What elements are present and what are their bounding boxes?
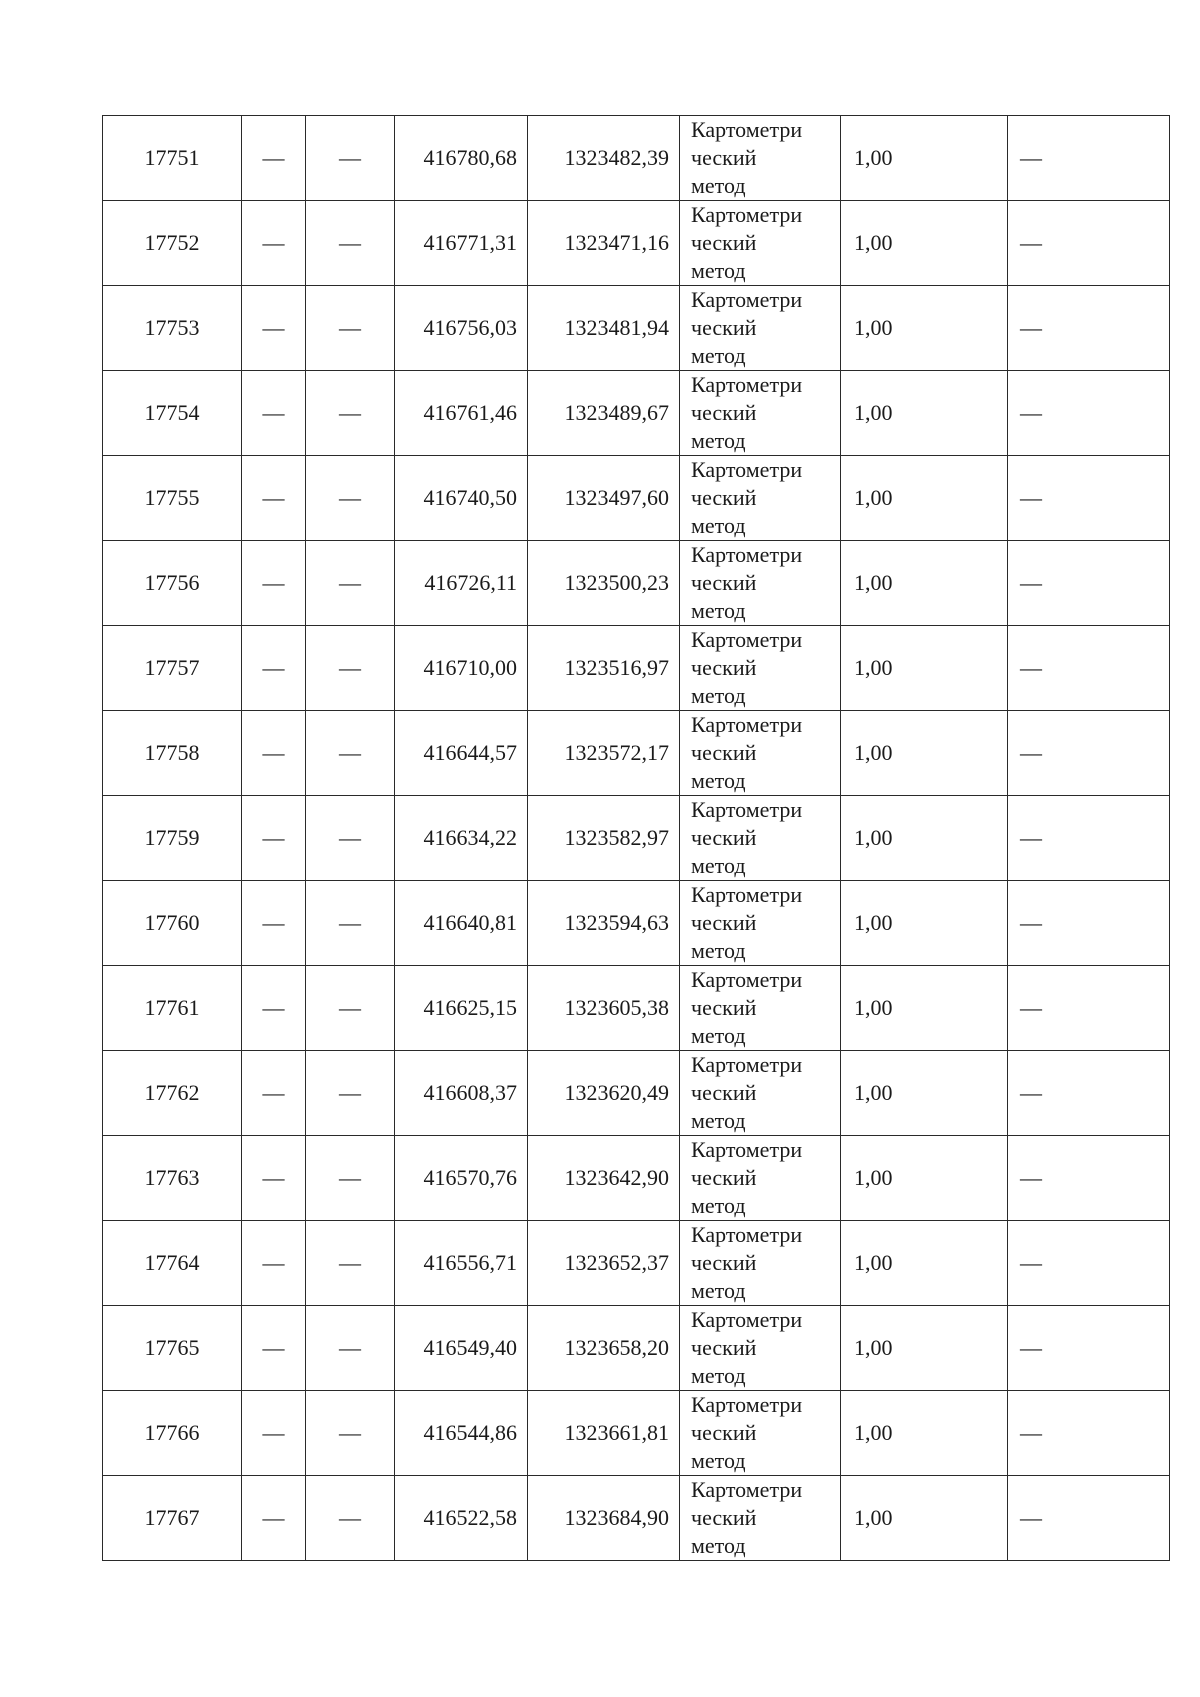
table-row xyxy=(103,286,1170,371)
method-line: метод xyxy=(691,598,746,623)
point-number-cell: 17763 xyxy=(103,1136,242,1221)
method-cell xyxy=(680,1051,841,1136)
method-line: ческий xyxy=(691,1080,757,1105)
method-cell xyxy=(680,371,841,456)
empty-value-cell: — xyxy=(1008,371,1170,456)
table-body xyxy=(103,116,1170,1561)
method-line: ческий xyxy=(691,995,757,1020)
method-cell xyxy=(680,1476,841,1561)
accuracy-cell: 1,00 xyxy=(841,1476,1008,1561)
method-line: Картометри xyxy=(691,1307,803,1332)
method-line: ческий xyxy=(691,825,757,850)
point-number-cell: 17754 xyxy=(103,371,242,456)
x-coordinate-cell: 416634,22 xyxy=(395,796,528,881)
method-line: Картометри xyxy=(691,457,803,482)
method-line: Картометри xyxy=(691,1477,803,1502)
point-number-cell: 17766 xyxy=(103,1391,242,1476)
method-line: Картометри xyxy=(691,1392,803,1417)
empty-value-cell: — xyxy=(1008,1391,1170,1476)
method-line: метод xyxy=(691,1448,746,1473)
empty-value-cell: — xyxy=(242,711,306,796)
point-number-cell: 17753 xyxy=(103,286,242,371)
method-line: метод xyxy=(691,853,746,878)
y-coordinate-cell: 1323482,39 xyxy=(528,116,680,201)
point-number-cell: 17752 xyxy=(103,201,242,286)
x-coordinate-cell: 416780,68 xyxy=(395,116,528,201)
empty-value-cell: — xyxy=(242,1221,306,1306)
y-coordinate-cell: 1323594,63 xyxy=(528,881,680,966)
table-row xyxy=(103,541,1170,626)
accuracy-cell: 1,00 xyxy=(841,711,1008,796)
method-line: метод xyxy=(691,343,746,368)
empty-value-cell: — xyxy=(1008,1476,1170,1561)
method-line: метод xyxy=(691,1533,746,1558)
y-coordinate-cell: 1323661,81 xyxy=(528,1391,680,1476)
method-cell xyxy=(680,966,841,1051)
method-line: ческий xyxy=(691,230,757,255)
accuracy-cell: 1,00 xyxy=(841,116,1008,201)
method-line: ческий xyxy=(691,1505,757,1530)
method-line: ческий xyxy=(691,570,757,595)
y-coordinate-cell: 1323652,37 xyxy=(528,1221,680,1306)
empty-value-cell: — xyxy=(242,1391,306,1476)
empty-value-cell: — xyxy=(1008,1136,1170,1221)
y-coordinate-cell: 1323620,49 xyxy=(528,1051,680,1136)
x-coordinate-cell: 416740,50 xyxy=(395,456,528,541)
table-row xyxy=(103,1476,1170,1561)
accuracy-cell: 1,00 xyxy=(841,541,1008,626)
y-coordinate-cell: 1323489,67 xyxy=(528,371,680,456)
y-coordinate-cell: 1323642,90 xyxy=(528,1136,680,1221)
accuracy-cell: 1,00 xyxy=(841,1306,1008,1391)
method-line: Картометри xyxy=(691,882,803,907)
accuracy-cell: 1,00 xyxy=(841,796,1008,881)
method-cell xyxy=(680,541,841,626)
y-coordinate-cell: 1323497,60 xyxy=(528,456,680,541)
method-line: Картометри xyxy=(691,117,803,142)
method-cell xyxy=(680,796,841,881)
x-coordinate-cell: 416640,81 xyxy=(395,881,528,966)
method-line: Картометри xyxy=(691,1052,803,1077)
y-coordinate-cell: 1323572,17 xyxy=(528,711,680,796)
empty-value-cell: — xyxy=(242,796,306,881)
empty-value-cell: — xyxy=(242,456,306,541)
method-line: Картометри xyxy=(691,712,803,737)
method-cell xyxy=(680,1306,841,1391)
empty-value-cell: — xyxy=(242,1476,306,1561)
x-coordinate-cell: 416771,31 xyxy=(395,201,528,286)
method-line: ческий xyxy=(691,145,757,170)
empty-value-cell: — xyxy=(1008,541,1170,626)
empty-value-cell: — xyxy=(242,1306,306,1391)
table-row xyxy=(103,371,1170,456)
table-row xyxy=(103,796,1170,881)
empty-value-cell: — xyxy=(242,201,306,286)
empty-value-cell: — xyxy=(1008,626,1170,711)
empty-value-cell: — xyxy=(306,626,395,711)
empty-value-cell: — xyxy=(306,201,395,286)
point-number-cell: 17759 xyxy=(103,796,242,881)
table-row xyxy=(103,626,1170,711)
table-row xyxy=(103,1391,1170,1476)
empty-value-cell: — xyxy=(306,286,395,371)
accuracy-cell: 1,00 xyxy=(841,881,1008,966)
table-row xyxy=(103,201,1170,286)
method-line: ческий xyxy=(691,315,757,340)
point-number-cell: 17760 xyxy=(103,881,242,966)
empty-value-cell: — xyxy=(242,286,306,371)
table-row xyxy=(103,1306,1170,1391)
method-cell xyxy=(680,286,841,371)
x-coordinate-cell: 416570,76 xyxy=(395,1136,528,1221)
y-coordinate-cell: 1323516,97 xyxy=(528,626,680,711)
method-line: метод xyxy=(691,683,746,708)
method-line: Картометри xyxy=(691,627,803,652)
accuracy-cell: 1,00 xyxy=(841,966,1008,1051)
point-number-cell: 17764 xyxy=(103,1221,242,1306)
x-coordinate-cell: 416522,58 xyxy=(395,1476,528,1561)
x-coordinate-cell: 416544,86 xyxy=(395,1391,528,1476)
y-coordinate-cell: 1323605,38 xyxy=(528,966,680,1051)
method-line: Картометри xyxy=(691,1137,803,1162)
empty-value-cell: — xyxy=(242,541,306,626)
y-coordinate-cell: 1323471,16 xyxy=(528,201,680,286)
empty-value-cell: — xyxy=(306,1051,395,1136)
method-cell xyxy=(680,1136,841,1221)
accuracy-cell: 1,00 xyxy=(841,201,1008,286)
method-cell xyxy=(680,201,841,286)
method-line: Картометри xyxy=(691,1222,803,1247)
point-number-cell: 17767 xyxy=(103,1476,242,1561)
empty-value-cell: — xyxy=(242,626,306,711)
method-line: ческий xyxy=(691,485,757,510)
point-number-cell: 17751 xyxy=(103,116,242,201)
empty-value-cell: — xyxy=(1008,711,1170,796)
accuracy-cell: 1,00 xyxy=(841,626,1008,711)
x-coordinate-cell: 416756,03 xyxy=(395,286,528,371)
table-row xyxy=(103,456,1170,541)
accuracy-cell: 1,00 xyxy=(841,456,1008,541)
method-line: метод xyxy=(691,513,746,538)
method-cell xyxy=(680,456,841,541)
empty-value-cell: — xyxy=(242,116,306,201)
accuracy-cell: 1,00 xyxy=(841,371,1008,456)
empty-value-cell: — xyxy=(1008,456,1170,541)
empty-value-cell: — xyxy=(1008,966,1170,1051)
empty-value-cell: — xyxy=(1008,881,1170,966)
empty-value-cell: — xyxy=(242,881,306,966)
accuracy-cell: 1,00 xyxy=(841,1221,1008,1306)
coordinates-table xyxy=(102,115,1170,1561)
empty-value-cell: — xyxy=(242,371,306,456)
method-cell xyxy=(680,626,841,711)
accuracy-cell: 1,00 xyxy=(841,1136,1008,1221)
method-line: Картометри xyxy=(691,797,803,822)
x-coordinate-cell: 416710,00 xyxy=(395,626,528,711)
point-number-cell: 17761 xyxy=(103,966,242,1051)
point-number-cell: 17755 xyxy=(103,456,242,541)
method-line: метод xyxy=(691,768,746,793)
empty-value-cell: — xyxy=(1008,1221,1170,1306)
method-cell xyxy=(680,711,841,796)
point-number-cell: 17758 xyxy=(103,711,242,796)
point-number-cell: 17756 xyxy=(103,541,242,626)
empty-value-cell: — xyxy=(1008,1051,1170,1136)
table-row xyxy=(103,1221,1170,1306)
table-row xyxy=(103,881,1170,966)
empty-value-cell: — xyxy=(1008,286,1170,371)
method-line: ческий xyxy=(691,1420,757,1445)
method-line: Картометри xyxy=(691,287,803,312)
y-coordinate-cell: 1323582,97 xyxy=(528,796,680,881)
method-line: Картометри xyxy=(691,372,803,397)
y-coordinate-cell: 1323500,23 xyxy=(528,541,680,626)
method-line: ческий xyxy=(691,1165,757,1190)
method-cell xyxy=(680,116,841,201)
method-cell xyxy=(680,881,841,966)
method-line: метод xyxy=(691,428,746,453)
empty-value-cell: — xyxy=(242,1051,306,1136)
empty-value-cell: — xyxy=(306,1476,395,1561)
x-coordinate-cell: 416625,15 xyxy=(395,966,528,1051)
y-coordinate-cell: 1323684,90 xyxy=(528,1476,680,1561)
empty-value-cell: — xyxy=(306,541,395,626)
method-line: метод xyxy=(691,1193,746,1218)
table-row xyxy=(103,711,1170,796)
point-number-cell: 17765 xyxy=(103,1306,242,1391)
accuracy-cell: 1,00 xyxy=(841,1051,1008,1136)
method-line: Картометри xyxy=(691,542,803,567)
empty-value-cell: — xyxy=(306,1306,395,1391)
x-coordinate-cell: 416608,37 xyxy=(395,1051,528,1136)
y-coordinate-cell: 1323481,94 xyxy=(528,286,680,371)
empty-value-cell: — xyxy=(306,711,395,796)
empty-value-cell: — xyxy=(306,1221,395,1306)
x-coordinate-cell: 416761,46 xyxy=(395,371,528,456)
empty-value-cell: — xyxy=(306,966,395,1051)
accuracy-cell: 1,00 xyxy=(841,286,1008,371)
empty-value-cell: — xyxy=(1008,1306,1170,1391)
method-line: ческий xyxy=(691,740,757,765)
method-line: метод xyxy=(691,1108,746,1133)
empty-value-cell: — xyxy=(306,371,395,456)
method-line: ческий xyxy=(691,1335,757,1360)
y-coordinate-cell: 1323658,20 xyxy=(528,1306,680,1391)
method-line: метод xyxy=(691,173,746,198)
empty-value-cell: — xyxy=(1008,201,1170,286)
table-row xyxy=(103,1136,1170,1221)
empty-value-cell: — xyxy=(306,881,395,966)
method-line: метод xyxy=(691,938,746,963)
empty-value-cell: — xyxy=(1008,796,1170,881)
x-coordinate-cell: 416549,40 xyxy=(395,1306,528,1391)
empty-value-cell: — xyxy=(242,1136,306,1221)
method-line: Картометри xyxy=(691,967,803,992)
method-line: ческий xyxy=(691,910,757,935)
method-line: метод xyxy=(691,1278,746,1303)
empty-value-cell: — xyxy=(306,456,395,541)
empty-value-cell: — xyxy=(306,116,395,201)
method-line: метод xyxy=(691,258,746,283)
x-coordinate-cell: 416644,57 xyxy=(395,711,528,796)
point-number-cell: 17757 xyxy=(103,626,242,711)
x-coordinate-cell: 416726,11 xyxy=(395,541,528,626)
table-row xyxy=(103,1051,1170,1136)
method-line: метод xyxy=(691,1023,746,1048)
empty-value-cell: — xyxy=(306,1136,395,1221)
empty-value-cell: — xyxy=(1008,116,1170,201)
method-line: ческий xyxy=(691,1250,757,1275)
empty-value-cell: — xyxy=(306,796,395,881)
method-cell xyxy=(680,1221,841,1306)
x-coordinate-cell: 416556,71 xyxy=(395,1221,528,1306)
accuracy-cell: 1,00 xyxy=(841,1391,1008,1476)
point-number-cell: 17762 xyxy=(103,1051,242,1136)
method-line: Картометри xyxy=(691,202,803,227)
method-line: ческий xyxy=(691,400,757,425)
method-line: метод xyxy=(691,1363,746,1388)
table-row xyxy=(103,966,1170,1051)
method-line: ческий xyxy=(691,655,757,680)
empty-value-cell: — xyxy=(306,1391,395,1476)
empty-value-cell: — xyxy=(242,966,306,1051)
method-cell xyxy=(680,1391,841,1476)
table-row xyxy=(103,116,1170,201)
